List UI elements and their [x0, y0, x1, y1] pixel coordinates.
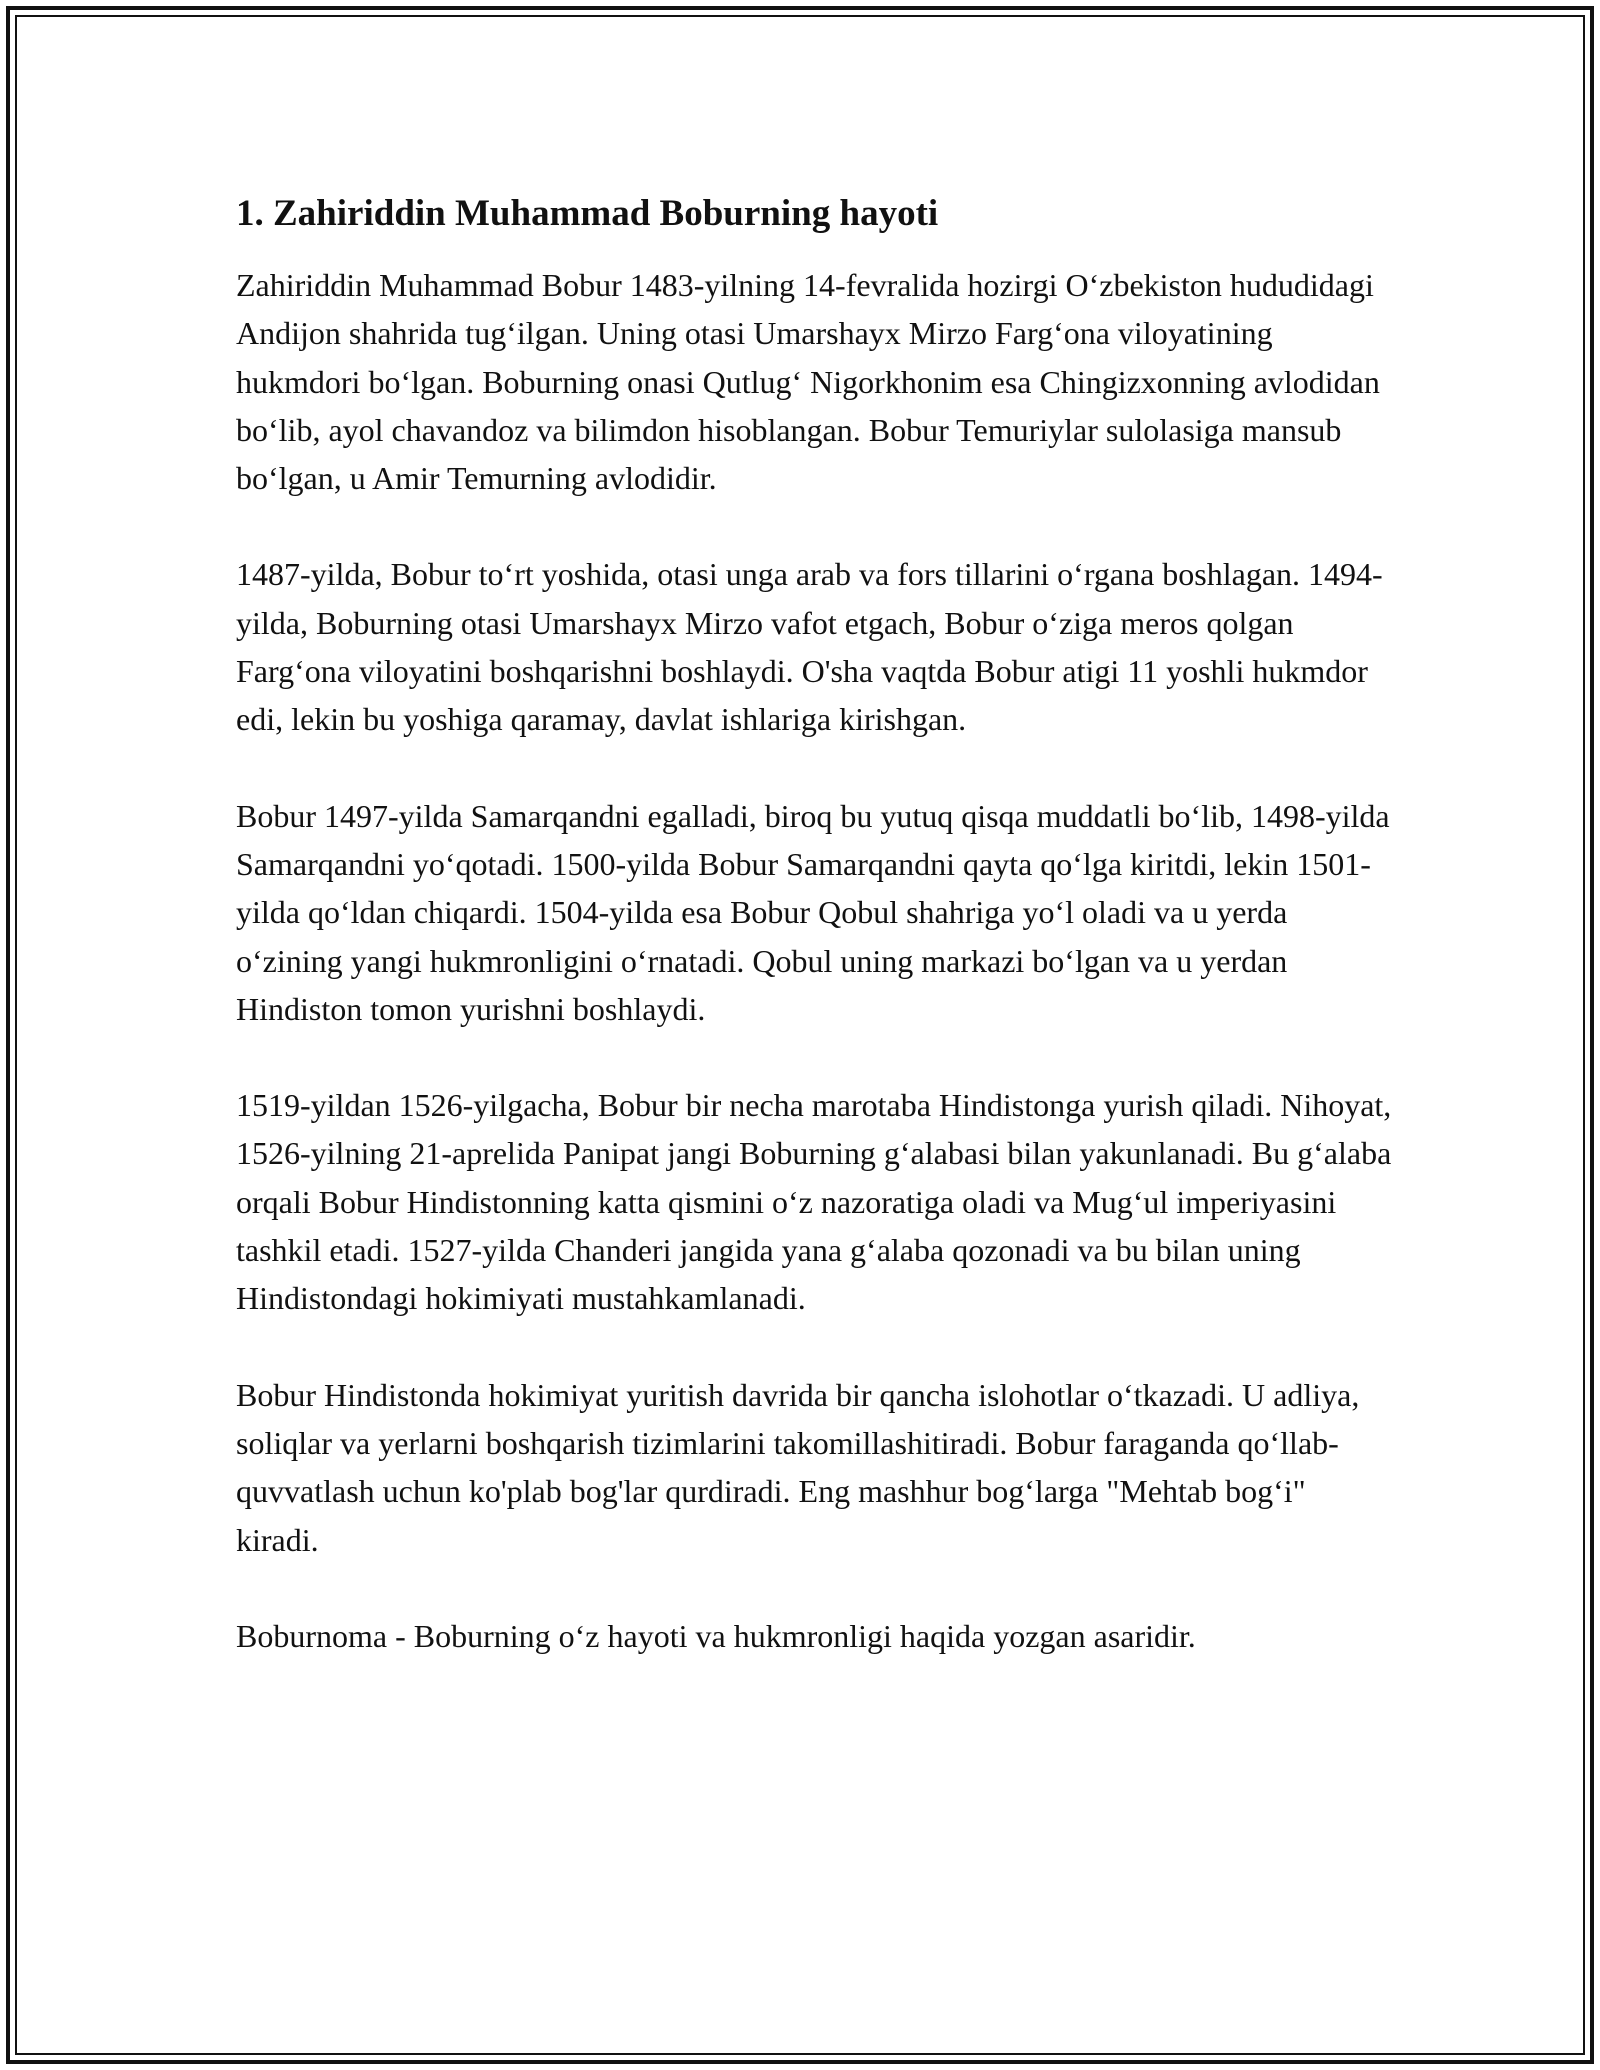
paragraph-early-life: Zahiriddin Muhammad Bobur 1483-yilning 14-fevralida hozirgi O‘zbekiston hududidagi Andijon shahrida tug‘ilgan. Uning otasi Umarshayx Mirzo Farg‘ona viloyatining hukmdori bo‘lgan. Boburning onasi Qutlug‘ Nigorkhonim esa Chingizxonning avlodidan bo‘lib, ayol chavandoz va bilimdon hisoblangan. Bobur Temuriylar sulolasiga mansub bo‘lgan, u Amir Temurning avlodidir. — [236, 267, 1380, 497]
paragraph-youth-rule: 1487-yilda, Bobur to‘rt yoshida, otasi unga arab va fors tillarini o‘rgana boshlagan. 1494-yilda, Boburning otasi Umarshayx Mirzo vafot etgach, Bobur o‘ziga meros qolgan Farg‘ona viloyatini boshqarishni boshlaydi. O'sha vaqtda Bobur atigi 11 yoshli hukmdor edi, lekin bu yoshiga qaramay, davlat ishlariga kirishgan. — [236, 556, 1383, 738]
paragraph-samarqand-qobul: Bobur 1497-yilda Samarqandni egalladi, biroq bu yutuq qisqa muddatli bo‘lib, 1498-yilda Samarqandni yo‘qotadi. 1500-yilda Bobur Samarqandni qayta qo‘lga kiritdi, lekin 1501-yilda qo‘ldan chiqardi. 1504-yilda esa Bobur Qobul shahriga yo‘l oladi va u yerda o‘zining yangi hukmronligini o‘rnatadi. Qobul uning markazi bo‘lgan va u yerdan Hindiston tomon yurishni boshlaydi. — [236, 797, 1390, 1027]
paragraph-boburnoma: Boburnoma - Boburning o‘z hayoti va hukmronligi haqida yozgan asaridir. — [236, 1617, 1196, 1654]
document-body — [236, 190, 1396, 1660]
paragraph-reforms: Bobur Hindistonda hokimiyat yuritish davrida bir qancha islohotlar o‘tkazadi. U adliya, soliqlar va yerlarni boshqarish tizimlarini takomillashitiradi. Bobur faraganda qo‘llab-quvvatlash uchun ko'plab bog'lar qurdiradi. Eng mashhur bog‘larga "Mehtab bog‘i" kiradi. — [236, 1376, 1360, 1558]
paragraph-india-campaigns: 1519-yildan 1526-yilgacha, Bobur bir necha marotaba Hindistonga yurish qiladi. Nihoyat, 1526-yilning 21-aprelida Panipat jangi Boburning g‘alabasi bilan yakunlanadi. Bu g‘alaba orqali Bobur Hindistonning katta qismini o‘z nazoratiga oladi va Mug‘ul imperiyasini tashkil etadi. 1527-yilda Chanderi jangida yana g‘alaba qozonadi va bu bilan uning Hindistondagi hokimiyati mustahkamlanadi. — [236, 1087, 1392, 1317]
section-heading: 1. Zahiriddin Muhammad Boburning hayoti — [236, 193, 939, 234]
